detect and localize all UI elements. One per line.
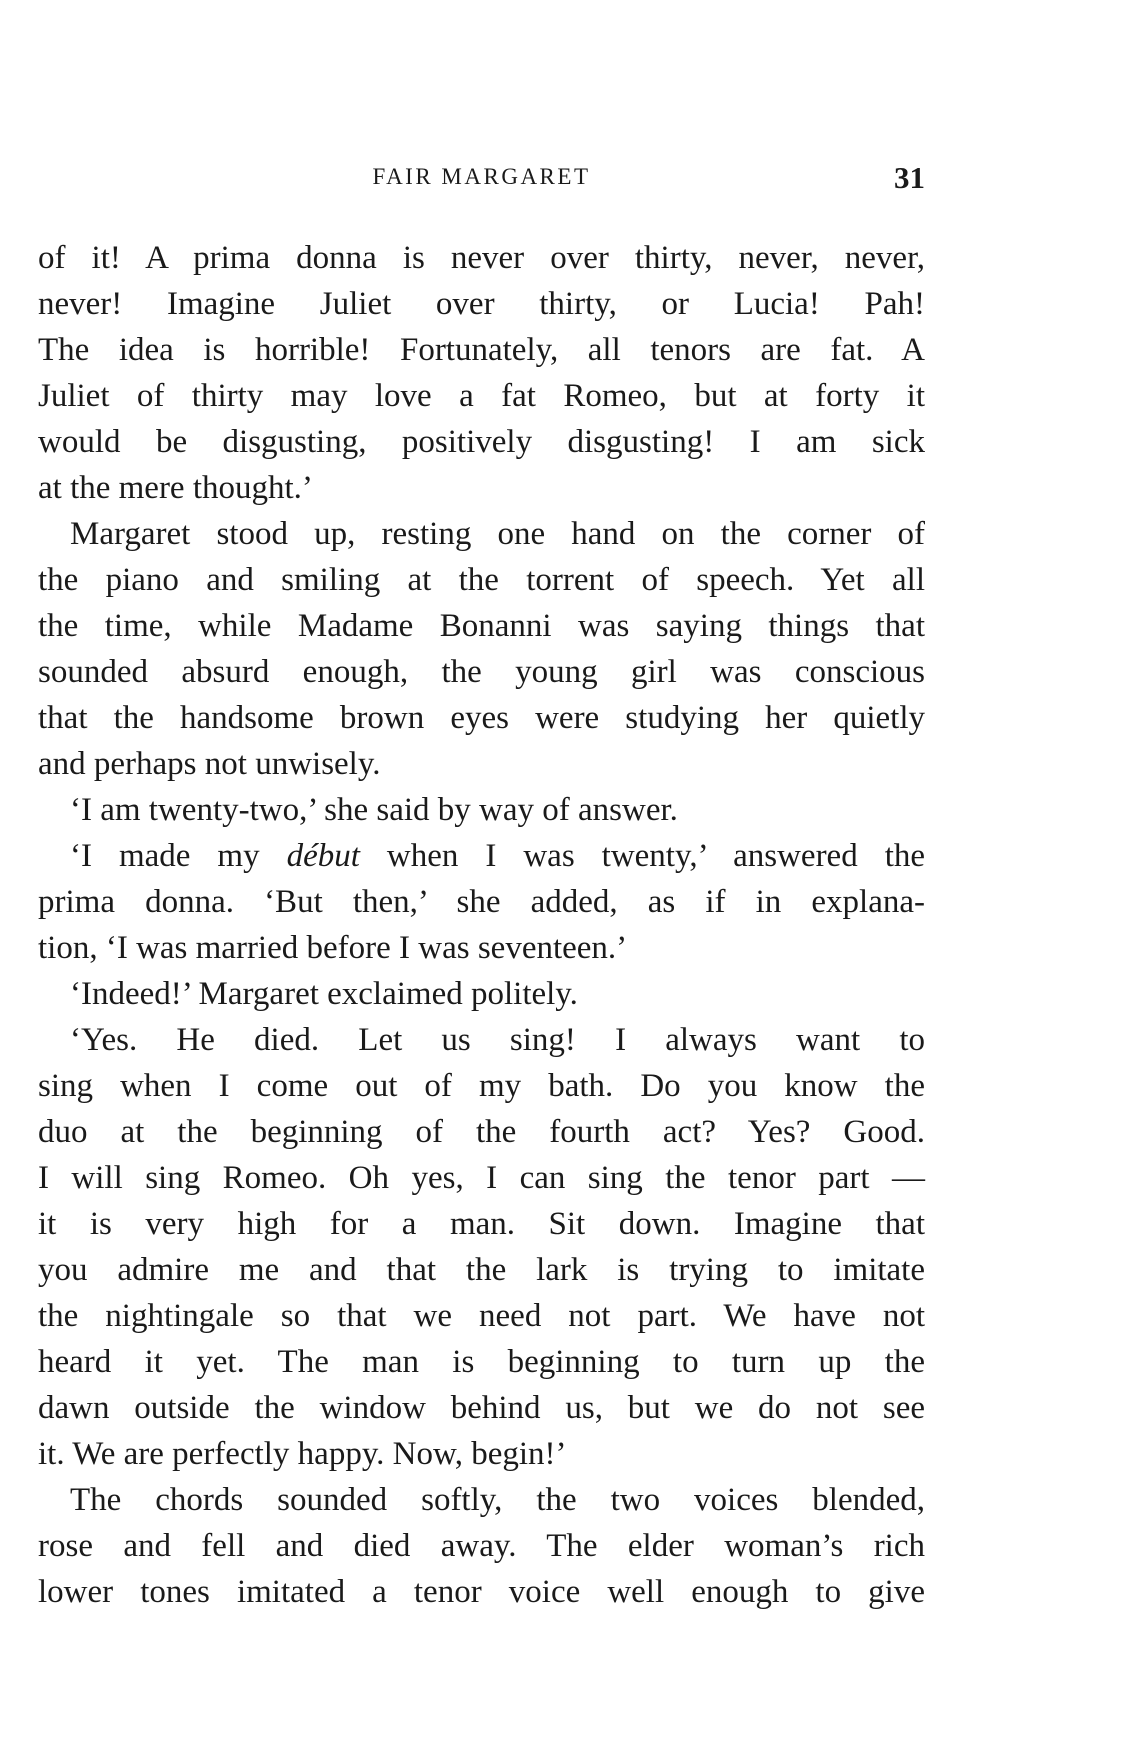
text-line: you admire me and that the lark is trying to imitate	[38, 1252, 925, 1288]
text-line: it. We are perfectly happy. Now, begin!’	[38, 1436, 567, 1472]
text-line: rose and fell and died away. The elder woman’s rich	[38, 1528, 925, 1564]
text-line: ‘I am twenty-two,’ she said by way of answer.	[70, 792, 678, 828]
text-line: Juliet of thirty may love a fat Romeo, but at forty it	[38, 378, 925, 414]
text-line: ‘Yes. He died. Let us sing! I always want to	[70, 1022, 925, 1058]
text-line: the time, while Madame Bonanni was saying things that	[38, 608, 925, 644]
text-line	[38, 833, 925, 879]
text-line: the piano and smiling at the torrent of speech. Yet all	[38, 562, 925, 598]
text-line: sing when I come out of my bath. Do you know the	[38, 1068, 925, 1104]
text-line: sounded absurd enough, the young girl was conscious	[38, 654, 925, 690]
text-line: I will sing Romeo. Oh yes, I can sing the tenor part —	[38, 1160, 925, 1196]
text-line: the nightingale so that we need not part. We have not	[38, 1298, 925, 1334]
text-line: it is very high for a man. Sit down. Imagine that	[38, 1206, 925, 1242]
text-line: The chords sounded softly, the two voices blended,	[70, 1482, 925, 1518]
text-segment: ‘I made my	[70, 838, 287, 874]
text-line: dawn outside the window behind us, but we do not see	[38, 1390, 925, 1426]
text-line: prima donna. ‘But then,’ she added, as if in explana-	[38, 884, 925, 920]
text-line: never! Imagine Juliet over thirty, or Lucia! Pah!	[38, 286, 925, 322]
text-line: tion, ‘I was married before I was seventeen.’	[38, 930, 628, 966]
text-line: ‘Indeed!’ Margaret exclaimed politely.	[70, 976, 578, 1012]
page-number: 31	[894, 160, 925, 195]
text-line: The idea is horrible! Fortunately, all tenors are fat. A	[38, 332, 925, 368]
italic-word: début	[286, 838, 360, 874]
text-line: and perhaps not unwisely.	[38, 746, 381, 782]
text-line: lower tones imitated a tenor voice well enough to give	[38, 1574, 925, 1610]
text-line: of it! A prima donna is never over thirty, never, never,	[38, 240, 925, 276]
text-line: duo at the beginning of the fourth act? Yes? Good.	[38, 1114, 925, 1150]
text-segment: when I was twenty,’ answered the	[359, 838, 926, 874]
text-line: would be disgusting, positively disgusting! I am sick	[38, 424, 925, 460]
text-line: heard it yet. The man is beginning to turn up the	[38, 1344, 925, 1380]
running-head	[38, 160, 925, 200]
body-text	[38, 235, 925, 1615]
running-title: FAIR MARGARET	[372, 164, 591, 189]
text-line: at the mere thought.’	[38, 470, 313, 506]
text-line: Margaret stood up, resting one hand on the corner of	[70, 516, 925, 552]
text-line: that the handsome brown eyes were studying her quietly	[38, 700, 925, 736]
